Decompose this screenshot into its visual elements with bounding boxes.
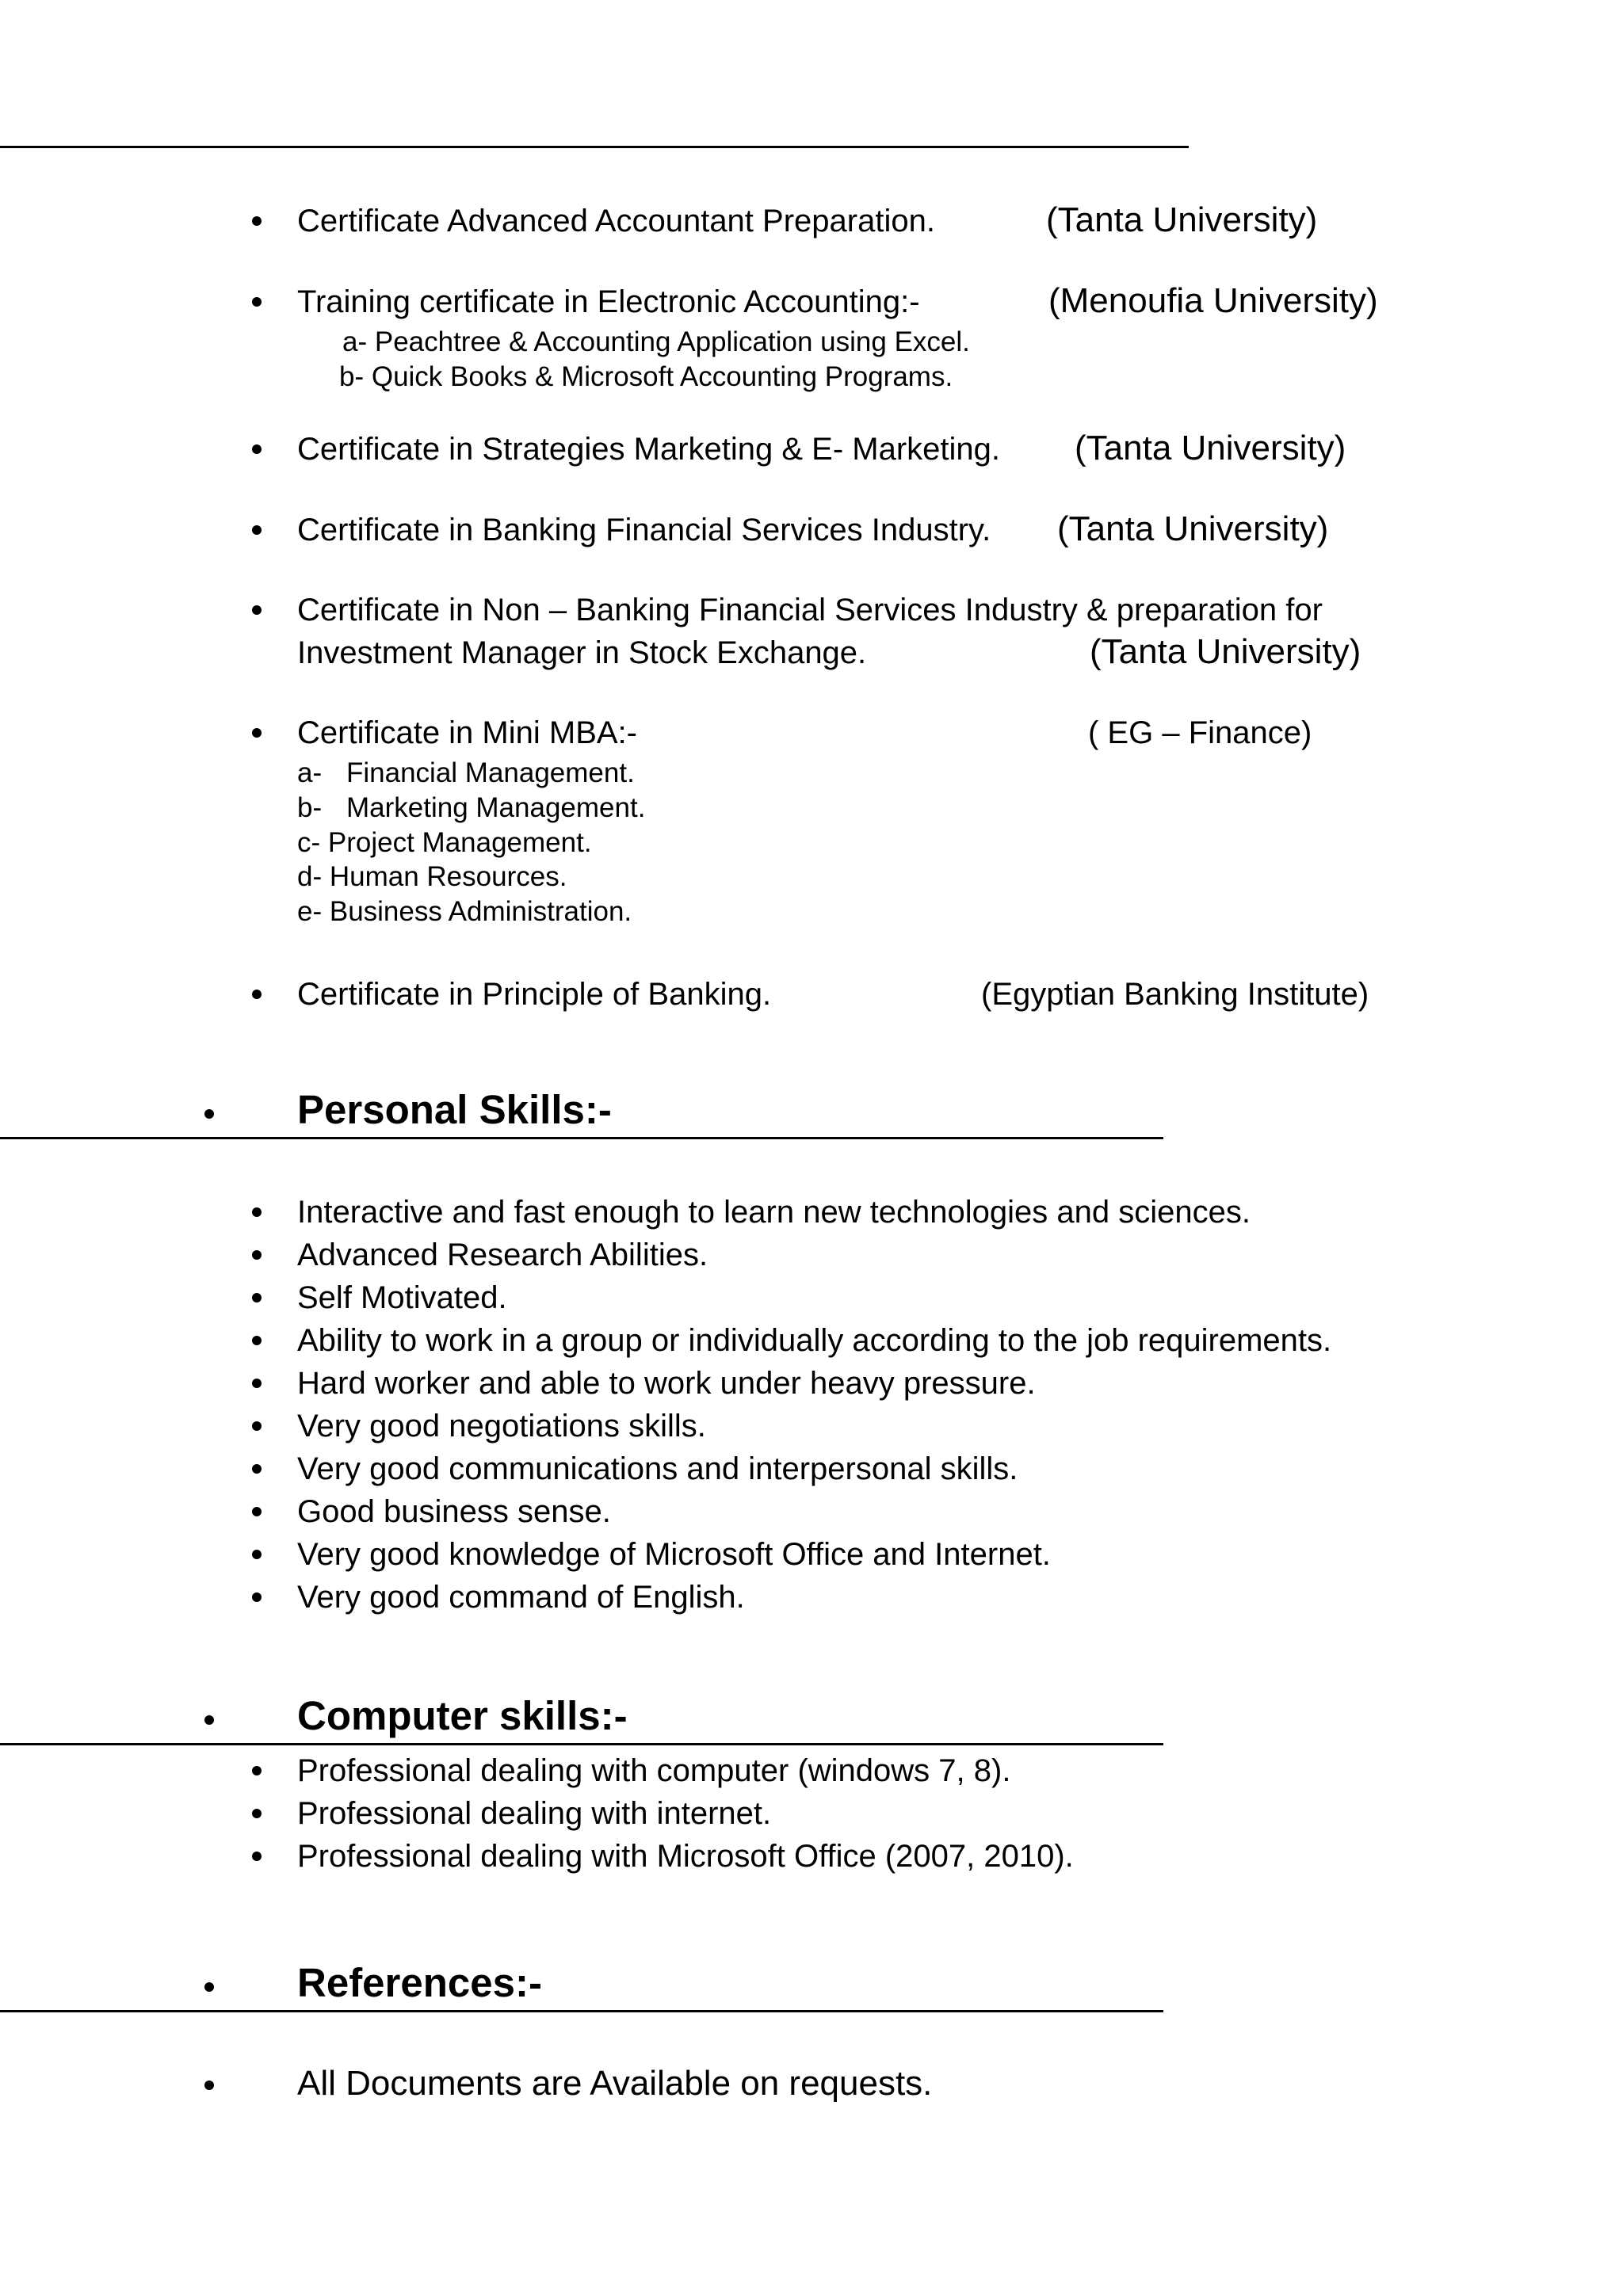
certificate-subitem: a- Peachtree & Accounting Application using Excel.: [342, 326, 970, 357]
references-heading: References:-: [297, 1960, 542, 2005]
institution-name: Tanta University: [1101, 632, 1350, 671]
bullet-icon: [252, 525, 262, 535]
certificate-title: Certificate in Banking Financial Services Industry.: [297, 513, 991, 547]
certificate-title: Certificate in Non – Banking Financial Services Industry & preparation for: [297, 593, 1323, 627]
certificate-title: Certificate in Mini MBA:-: [297, 715, 637, 750]
bullet-icon: [252, 444, 262, 454]
personal-skill-item: Interactive and fast enough to learn new technologies and sciences.: [297, 1195, 1251, 1230]
institution-name: Tanta University: [1057, 200, 1306, 239]
certificate-title: Certificate in Strategies Marketing & E- Marketing.: [297, 432, 1001, 467]
personal-skill-item: Very good communications and interpersonal skills.: [297, 1451, 1018, 1486]
personal-skill-item: Very good negotiations skills.: [297, 1409, 706, 1444]
computer-skill-item: Professional dealing with Microsoft Office (2007, 2010).: [297, 1839, 1074, 1874]
mba-subitem: Marketing Management.: [346, 792, 646, 823]
references-rule: [0, 2010, 1163, 2012]
personal-skills-rule: [0, 1137, 1163, 1139]
bullet-icon: [252, 1336, 262, 1345]
institution-name: Tanta University: [1068, 509, 1317, 548]
personal-skill-item: Ability to work in a group or individually according to the job requirements.: [297, 1323, 1332, 1358]
bullet-icon: [204, 2081, 214, 2090]
certificate-institution: ( EG – Finance): [1088, 715, 1312, 750]
mba-subitem-marker: a-: [297, 757, 323, 788]
certificate-title: Training certificate in Electronic Accounting:-: [297, 284, 920, 319]
bullet-icon: [252, 1293, 262, 1302]
bullet-icon: [252, 297, 262, 307]
reference-item: All Documents are Available on requests.: [297, 2064, 933, 2103]
computer-skill-item: Professional dealing with computer (windows 7, 8).: [297, 1753, 1011, 1788]
certificate-title-line2: Investment Manager in Stock Exchange.: [297, 635, 867, 670]
certificate-institution: (Tanta University): [1046, 200, 1318, 239]
section-bullet-icon: [204, 1109, 214, 1119]
bullet-icon: [252, 1852, 262, 1861]
mba-subitem: Financial Management.: [346, 757, 635, 788]
personal-skill-item: Very good knowledge of Microsoft Office and Internet.: [297, 1537, 1051, 1572]
mba-subitem: e- Business Administration.: [297, 896, 632, 927]
bullet-icon: [252, 728, 262, 738]
bullet-icon: [252, 1379, 262, 1388]
computer-skills-heading: Computer skills:-: [297, 1693, 628, 1738]
certificate-title: Certificate Advanced Accountant Preparation.: [297, 204, 935, 238]
mba-subitem-marker: b-: [297, 792, 323, 823]
certificate-subitem: b- Quick Books & Microsoft Accounting Programs.: [339, 361, 953, 392]
certificate-title: Certificate in Principle of Banking.: [297, 977, 772, 1012]
certificate-institution: (Tanta University): [1090, 632, 1361, 671]
bullet-icon: [252, 1250, 262, 1260]
personal-skill-item: Advanced Research Abilities.: [297, 1238, 708, 1272]
bullet-icon: [252, 1592, 262, 1602]
mba-subitem: c- Project Management.: [297, 827, 592, 858]
bullet-icon: [252, 1809, 262, 1818]
bullet-icon: [252, 1207, 262, 1217]
certificate-institution: (Egyptian Banking Institute): [981, 977, 1369, 1012]
bullet-icon: [252, 1550, 262, 1559]
computer-skill-item: Professional dealing with internet.: [297, 1796, 772, 1831]
bullet-icon: [252, 1766, 262, 1775]
personal-skill-item: Self Motivated.: [297, 1280, 507, 1315]
personal-skills-heading: Personal Skills:-: [297, 1087, 612, 1132]
bullet-icon: [252, 605, 262, 615]
mba-subitem: d- Human Resources.: [297, 861, 567, 892]
bullet-icon: [252, 990, 262, 999]
institution-name: Menoufia University: [1060, 281, 1367, 320]
certificate-institution: (Menoufia University): [1048, 281, 1378, 320]
bullet-icon: [252, 1464, 262, 1474]
certificate-institution: (Tanta University): [1057, 509, 1329, 548]
bullet-icon: [252, 1421, 262, 1431]
top-rule: [0, 146, 1189, 148]
personal-skill-item: Good business sense.: [297, 1494, 611, 1529]
bullet-icon: [252, 1507, 262, 1516]
certificate-institution: (Tanta University): [1075, 429, 1346, 467]
personal-skill-item: Very good command of English.: [297, 1580, 745, 1615]
section-bullet-icon: [204, 1715, 214, 1725]
section-bullet-icon: [204, 1982, 214, 1992]
personal-skill-item: Hard worker and able to work under heavy pressure.: [297, 1366, 1036, 1401]
bullet-icon: [252, 216, 262, 226]
institution-name: Tanta University: [1086, 429, 1335, 467]
computer-skills-rule: [0, 1743, 1163, 1745]
